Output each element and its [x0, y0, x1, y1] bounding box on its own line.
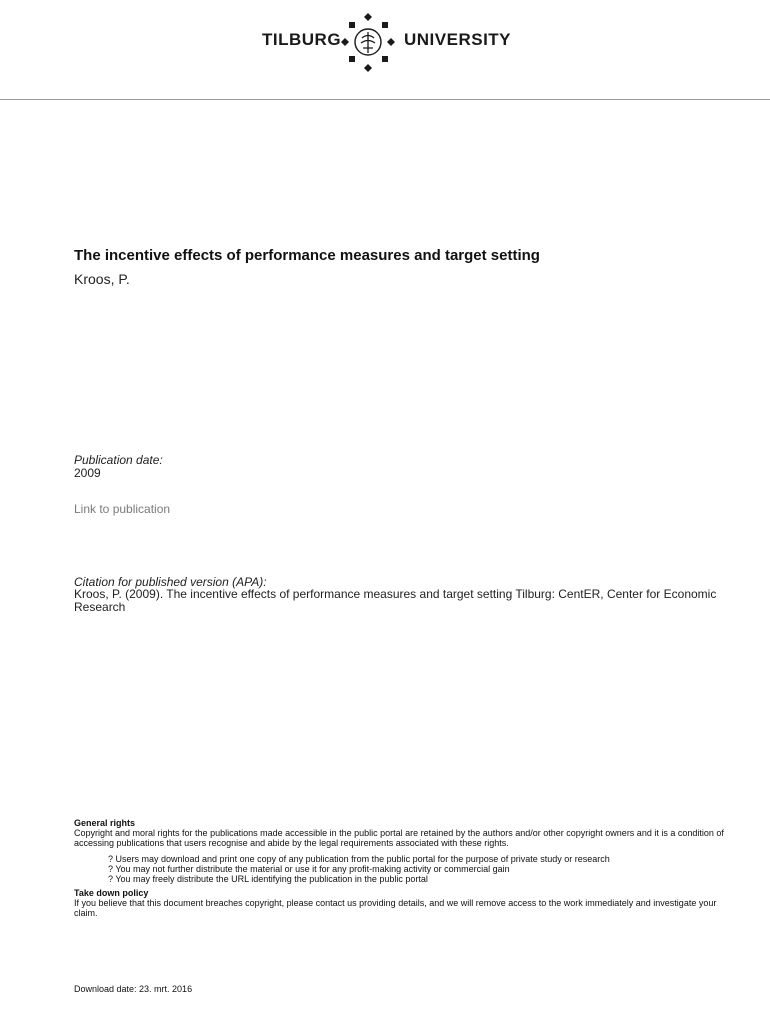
takedown-heading: Take down policy [74, 888, 149, 898]
link-to-publication[interactable]: Link to publication [74, 502, 171, 516]
logo-text-right: UNIVERSITY [404, 30, 512, 49]
publication-date-value: 2009 [74, 466, 101, 480]
header-divider [0, 99, 770, 100]
publication-date-label: Publication date: [74, 453, 163, 467]
document-title: The incentive effects of performance measures and target setting [74, 247, 540, 264]
tilburg-university-seal-icon [338, 12, 398, 74]
rights-block [74, 818, 734, 918]
download-date: Download date: 23. mrt. 2016 [74, 984, 193, 994]
list-item: ? You may freely distribute the URL identifying the publication in the public portal [108, 874, 428, 884]
takedown-text: If you believe that this document breaches copyright, please contact us providing details, and we will remove access to the work immediately and investigate your claim. [74, 898, 717, 918]
logo-text-left: TILBURG [262, 30, 342, 49]
list-item: ? You may not further distribute the material or use it for any profit-making activity or commercial gain [108, 864, 510, 874]
citation-text: Kroos, P. (2009). The incentive effects of performance measures and target setting Tilburg: CentER, Center for Economic Research [74, 587, 717, 614]
citation-label: Citation for published version (APA): [74, 575, 267, 589]
general-rights-heading: General rights [74, 818, 136, 828]
rights-list [108, 854, 734, 884]
list-item: ? Users may download and print one copy of any publication from the public portal for the purpose of private study or research [108, 854, 610, 864]
general-rights-text: Copyright and moral rights for the publications made accessible in the public portal are retained by the authors and/or other copyright owners and it is a condition of accessing publications that users recognise and abide by the legal requirements associated with these rights. [74, 828, 724, 848]
document-author: Kroos, P. [74, 271, 130, 287]
